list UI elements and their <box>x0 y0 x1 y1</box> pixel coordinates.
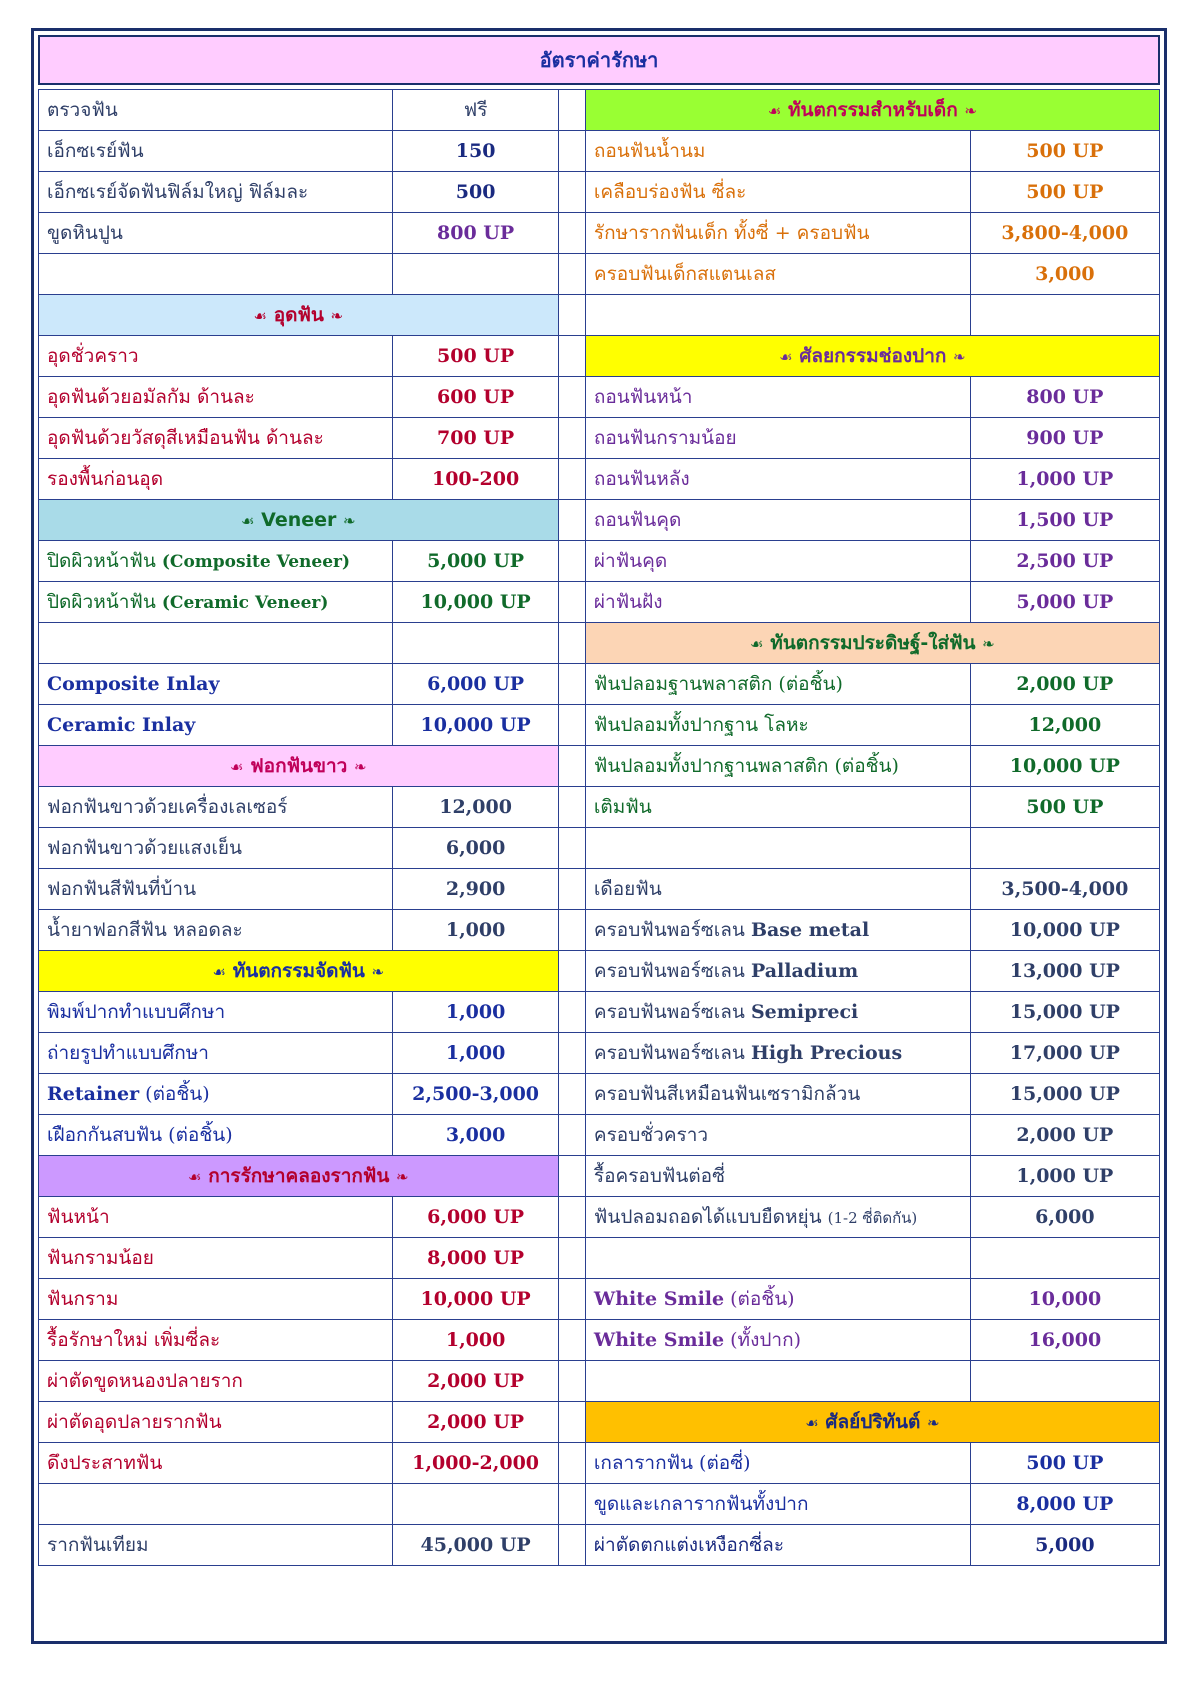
table-row <box>39 1238 1160 1279</box>
spacer-cell <box>558 582 585 623</box>
table-row <box>39 664 1160 705</box>
ornament-right-icon: ❧ <box>982 635 995 653</box>
item-price: 8,000 UP <box>970 1484 1159 1525</box>
item-price: 10,000 UP <box>970 746 1159 787</box>
spacer-cell <box>558 1033 585 1074</box>
spacer-cell <box>558 1156 585 1197</box>
table-row <box>39 1525 1160 1566</box>
item-price: 2,000 UP <box>393 1361 558 1402</box>
item-price: 3,000 <box>393 1115 558 1156</box>
table-row <box>39 910 1160 951</box>
item-label: ฟอกฟันสีฟันที่บ้าน <box>39 869 393 910</box>
item-price: 2,900 <box>393 869 558 910</box>
item-label: ครอบฟันพอร์ซเลน Base metal <box>585 910 970 951</box>
ornament-left-icon: ☙ <box>230 758 244 776</box>
item-price: 1,000 <box>393 992 558 1033</box>
spacer-cell <box>558 1484 585 1525</box>
table-row <box>39 869 1160 910</box>
item-price: 10,000 UP <box>393 705 558 746</box>
item-label: ขูดหินปูน <box>39 213 393 254</box>
price-table <box>38 89 1160 1566</box>
item-label: พิมพ์ปากทำแบบศึกษา <box>39 992 393 1033</box>
table-row <box>39 172 1160 213</box>
section-header-root-canal: ☙ การรักษาคลองรากฟัน ❧ <box>39 1156 559 1197</box>
item-label: อุดชั่วคราว <box>39 336 393 377</box>
table-row <box>39 828 1160 869</box>
spacer-cell <box>558 787 585 828</box>
table-row <box>39 254 1160 295</box>
empty-cell <box>39 1484 393 1525</box>
spacer-cell <box>558 1320 585 1361</box>
spacer-cell <box>558 746 585 787</box>
item-label: ผ่าฟันคุด <box>585 541 970 582</box>
item-label: รักษารากฟันเด็ก ทั้งซี่ + ครอบฟัน <box>585 213 970 254</box>
empty-cell <box>39 623 393 664</box>
item-label: ถอนฟันหน้า <box>585 377 970 418</box>
item-label: ดึงประสาทฟัน <box>39 1443 393 1484</box>
item-label: เคลือบร่องฟัน ซี่ละ <box>585 172 970 213</box>
empty-cell <box>970 828 1159 869</box>
item-price: 1,000 <box>393 910 558 951</box>
item-label: ครอบฟันเด็กสแตนเลส <box>585 254 970 295</box>
item-label: เฝือกกันสบฟัน (ต่อชิ้น) <box>39 1115 393 1156</box>
item-price: 5,000 UP <box>393 541 558 582</box>
spacer-cell <box>558 1279 585 1320</box>
item-price: 10,000 UP <box>970 910 1159 951</box>
section-header-pediatric: ☙ ทันตกรรมสำหรับเด็ก ❧ <box>585 90 1159 131</box>
item-label: Retainer (ต่อชิ้น) <box>39 1074 393 1115</box>
item-label: ถอนฟันกรามน้อย <box>585 418 970 459</box>
item-price: 5,000 <box>970 1525 1159 1566</box>
table-row <box>39 131 1160 172</box>
spacer-cell <box>558 213 585 254</box>
price-list-frame <box>31 28 1167 1644</box>
item-label: อุดฟันด้วยอมัลกัม ด้านละ <box>39 377 393 418</box>
item-price: 10,000 UP <box>393 582 558 623</box>
item-price: 900 UP <box>970 418 1159 459</box>
item-label: ครอบฟันพอร์ซเลน Semipreci <box>585 992 970 1033</box>
table-row <box>39 992 1160 1033</box>
item-label: ฟันปลอมทั้งปากฐาน โลหะ <box>585 705 970 746</box>
item-price: 8,000 UP <box>393 1238 558 1279</box>
item-label: ครอบฟันพอร์ซเลน Palladium <box>585 951 970 992</box>
spacer-cell <box>558 336 585 377</box>
spacer-cell <box>558 500 585 541</box>
item-price: 2,500 UP <box>970 541 1159 582</box>
item-price: 1,000 UP <box>970 459 1159 500</box>
spacer-cell <box>558 90 585 131</box>
item-price: 12,000 <box>393 787 558 828</box>
table-row <box>39 1156 1160 1197</box>
item-label: Composite Inlay <box>39 664 393 705</box>
empty-cell <box>970 1361 1159 1402</box>
item-label: เอ็กซเรย์ฟัน <box>39 131 393 172</box>
item-label: ครอบฟันสีเหมือนฟันเซรามิกล้วน <box>585 1074 970 1115</box>
item-label: เอ็กซเรย์จัดฟันฟิล์มใหญ่ ฟิล์มละ <box>39 172 393 213</box>
spacer-cell <box>558 459 585 500</box>
table-row <box>39 459 1160 500</box>
item-label: ฟอกฟันขาวด้วยแสงเย็น <box>39 828 393 869</box>
section-header-filling: ☙ อุดฟัน ❧ <box>39 295 559 336</box>
item-price: 1,000-2,000 <box>393 1443 558 1484</box>
ornament-right-icon: ❧ <box>926 1414 940 1432</box>
item-price: 6,000 UP <box>393 664 558 705</box>
ornament-right-icon: ❧ <box>395 1168 409 1186</box>
table-row <box>39 1320 1160 1361</box>
item-label: เติมฟัน <box>585 787 970 828</box>
section-header-perio: ☙ ศัลย์ปริทันต์ ❧ <box>585 1402 1159 1443</box>
section-header-whitening: ☙ ฟอกฟันขาว ❧ <box>39 746 559 787</box>
empty-cell <box>970 1238 1159 1279</box>
item-label: เกลารากฟัน (ต่อซี่) <box>585 1443 970 1484</box>
ornament-right-icon: ❧ <box>371 963 385 981</box>
section-header-prosthetic: ☙ ทันตกรรมประดิษฐ์-ใส่ฟัน ❧ <box>585 623 1159 664</box>
item-label: รื้อครอบฟันต่อซี่ <box>585 1156 970 1197</box>
table-row <box>39 336 1160 377</box>
ornament-left-icon: ☙ <box>253 307 268 325</box>
item-price: 10,000 UP <box>393 1279 558 1320</box>
spacer-cell <box>558 869 585 910</box>
table-row <box>39 582 1160 623</box>
table-row <box>39 213 1160 254</box>
table-row <box>39 90 1160 131</box>
item-label: Ceramic Inlay <box>39 705 393 746</box>
section-header-veneer: ☙ Veneer ❧ <box>39 500 559 541</box>
item-label: ถอนฟันหลัง <box>585 459 970 500</box>
item-price: 2,000 UP <box>970 664 1159 705</box>
item-label: ฟันหน้า <box>39 1197 393 1238</box>
item-price: 15,000 UP <box>970 1074 1159 1115</box>
item-label: White Smile (ต่อชิ้น) <box>585 1279 970 1320</box>
item-price: 100-200 <box>393 459 558 500</box>
empty-cell <box>585 828 970 869</box>
spacer-cell <box>558 131 585 172</box>
spacer-cell <box>558 1197 585 1238</box>
table-row <box>39 951 1160 992</box>
item-label: เดือยฟัน <box>585 869 970 910</box>
table-row <box>39 787 1160 828</box>
empty-cell <box>970 295 1159 336</box>
spacer-cell <box>558 664 585 705</box>
empty-cell <box>393 254 558 295</box>
item-price: 1,000 <box>393 1320 558 1361</box>
table-row <box>39 1115 1160 1156</box>
item-price: 3,500-4,000 <box>970 869 1159 910</box>
page-title: อัตราค่ารักษา <box>38 35 1160 85</box>
item-label: ตรวจฟัน <box>39 90 393 131</box>
empty-cell <box>585 295 970 336</box>
item-label: White Smile (ทั้งปาก) <box>585 1320 970 1361</box>
item-label: ปิดผิวหน้าฟัน (Ceramic Veneer) <box>39 582 393 623</box>
item-price: 800 UP <box>970 377 1159 418</box>
item-price: 6,000 <box>970 1197 1159 1238</box>
spacer-cell <box>558 254 585 295</box>
item-price: 500 UP <box>970 172 1159 213</box>
ornament-left-icon: ☙ <box>779 348 793 366</box>
table-row <box>39 418 1160 459</box>
item-price: 3,000 <box>970 254 1159 295</box>
spacer-cell <box>558 910 585 951</box>
spacer-cell <box>558 992 585 1033</box>
table-row <box>39 746 1160 787</box>
ornament-left-icon: ☙ <box>750 635 764 653</box>
item-price: 10,000 <box>970 1279 1159 1320</box>
table-row <box>39 377 1160 418</box>
item-price: 16,000 <box>970 1320 1159 1361</box>
ornament-right-icon: ❧ <box>353 758 367 776</box>
empty-cell <box>39 254 393 295</box>
item-label: ปิดผิวหน้าฟัน (Composite Veneer) <box>39 541 393 582</box>
item-price: 17,000 UP <box>970 1033 1159 1074</box>
table-row <box>39 1484 1160 1525</box>
item-price: 700 UP <box>393 418 558 459</box>
item-label: ครอบชั่วคราว <box>585 1115 970 1156</box>
spacer-cell <box>558 1361 585 1402</box>
item-label: ฟอกฟันขาวด้วยเครื่องเลเซอร์ <box>39 787 393 828</box>
item-label: ฟันกรามน้อย <box>39 1238 393 1279</box>
ornament-left-icon: ☙ <box>805 1414 819 1432</box>
empty-cell <box>393 623 558 664</box>
item-label: ฟันกราม <box>39 1279 393 1320</box>
item-label: ผ่าฟันฝัง <box>585 582 970 623</box>
item-label: รื้อรักษาใหม่ เพิ่มซี่ละ <box>39 1320 393 1361</box>
item-price: 6,000 <box>393 828 558 869</box>
table-row <box>39 1279 1160 1320</box>
item-price: 15,000 UP <box>970 992 1159 1033</box>
ornament-right-icon: ❧ <box>343 512 356 530</box>
item-label: อุดฟันด้วยวัสดุสีเหมือนฟัน ด้านละ <box>39 418 393 459</box>
empty-cell <box>585 1238 970 1279</box>
spacer-cell <box>558 295 585 336</box>
spacer-cell <box>558 1443 585 1484</box>
item-label: ถอนฟันน้ำนม <box>585 131 970 172</box>
item-label: ครอบฟันพอร์ซเลน High Precious <box>585 1033 970 1074</box>
empty-cell <box>585 1361 970 1402</box>
ornament-right-icon: ❧ <box>964 102 977 120</box>
item-label: รากฟันเทียม <box>39 1525 393 1566</box>
item-label: ผ่าตัดขูดหนองปลายราก <box>39 1361 393 1402</box>
table-row <box>39 1402 1160 1443</box>
spacer-cell <box>558 172 585 213</box>
item-price: 500 <box>393 172 558 213</box>
item-price: 1,500 UP <box>970 500 1159 541</box>
item-label: ฟันปลอมฐานพลาสติก (ต่อชิ้น) <box>585 664 970 705</box>
table-row <box>39 1197 1160 1238</box>
spacer-cell <box>558 1238 585 1279</box>
item-label: ถอนฟันคุด <box>585 500 970 541</box>
section-header-ortho: ☙ ทันตกรรมจัดฟัน ❧ <box>39 951 559 992</box>
table-row <box>39 705 1160 746</box>
item-price: ฟรี <box>393 90 558 131</box>
ornament-left-icon: ☙ <box>767 102 782 120</box>
item-price: 500 UP <box>970 1443 1159 1484</box>
spacer-cell <box>558 377 585 418</box>
table-row <box>39 1443 1160 1484</box>
item-price: 800 UP <box>393 213 558 254</box>
item-price: 2,500-3,000 <box>393 1074 558 1115</box>
spacer-cell <box>558 623 585 664</box>
item-price: 2,000 UP <box>970 1115 1159 1156</box>
ornament-right-icon: ❧ <box>953 348 966 366</box>
item-label: ขูดและเกลารากฟันทั้งปาก <box>585 1484 970 1525</box>
spacer-cell <box>558 951 585 992</box>
table-row <box>39 541 1160 582</box>
table-row <box>39 1074 1160 1115</box>
item-price: 150 <box>393 131 558 172</box>
spacer-cell <box>558 1525 585 1566</box>
item-label: ผ่าตัดตกแต่งเหงือกซี่ละ <box>585 1525 970 1566</box>
item-label: ฟันปลอมทั้งปากฐานพลาสติก (ต่อชิ้น) <box>585 746 970 787</box>
ornament-left-icon: ☙ <box>241 512 255 530</box>
item-price: 2,000 UP <box>393 1402 558 1443</box>
item-price: 12,000 <box>970 705 1159 746</box>
ornament-left-icon: ☙ <box>212 963 227 981</box>
section-header-surgery: ☙ ศัลยกรรมช่องปาก ❧ <box>585 336 1159 377</box>
item-price: 1,000 <box>393 1033 558 1074</box>
item-price: 3,800-4,000 <box>970 213 1159 254</box>
spacer-cell <box>558 418 585 459</box>
item-label: น้ำยาฟอกสีฟัน หลอดละ <box>39 910 393 951</box>
item-label: ฟันปลอมถอดได้แบบยืดหยุ่น (1-2 ซี่ติดกัน) <box>585 1197 970 1238</box>
table-row <box>39 295 1160 336</box>
table-row <box>39 1361 1160 1402</box>
item-price: 1,000 UP <box>970 1156 1159 1197</box>
item-price: 500 UP <box>970 131 1159 172</box>
item-price: 500 UP <box>393 336 558 377</box>
table-row <box>39 500 1160 541</box>
item-label: ถ่ายรูปทำแบบศึกษา <box>39 1033 393 1074</box>
item-label: รองพื้นก่อนอุด <box>39 459 393 500</box>
table-row <box>39 623 1160 664</box>
spacer-cell <box>558 541 585 582</box>
spacer-cell <box>558 705 585 746</box>
spacer-cell <box>558 1115 585 1156</box>
item-price: 500 UP <box>970 787 1159 828</box>
item-price: 45,000 UP <box>393 1525 558 1566</box>
item-price: 5,000 UP <box>970 582 1159 623</box>
item-price: 600 UP <box>393 377 558 418</box>
table-row <box>39 1033 1160 1074</box>
spacer-cell <box>558 828 585 869</box>
ornament-left-icon: ☙ <box>188 1168 202 1186</box>
item-price: 13,000 UP <box>970 951 1159 992</box>
ornament-right-icon: ❧ <box>330 307 344 325</box>
spacer-cell <box>558 1402 585 1443</box>
item-label: ผ่าตัดอุดปลายรากฟัน <box>39 1402 393 1443</box>
empty-cell <box>393 1484 558 1525</box>
item-price: 6,000 UP <box>393 1197 558 1238</box>
spacer-cell <box>558 1074 585 1115</box>
